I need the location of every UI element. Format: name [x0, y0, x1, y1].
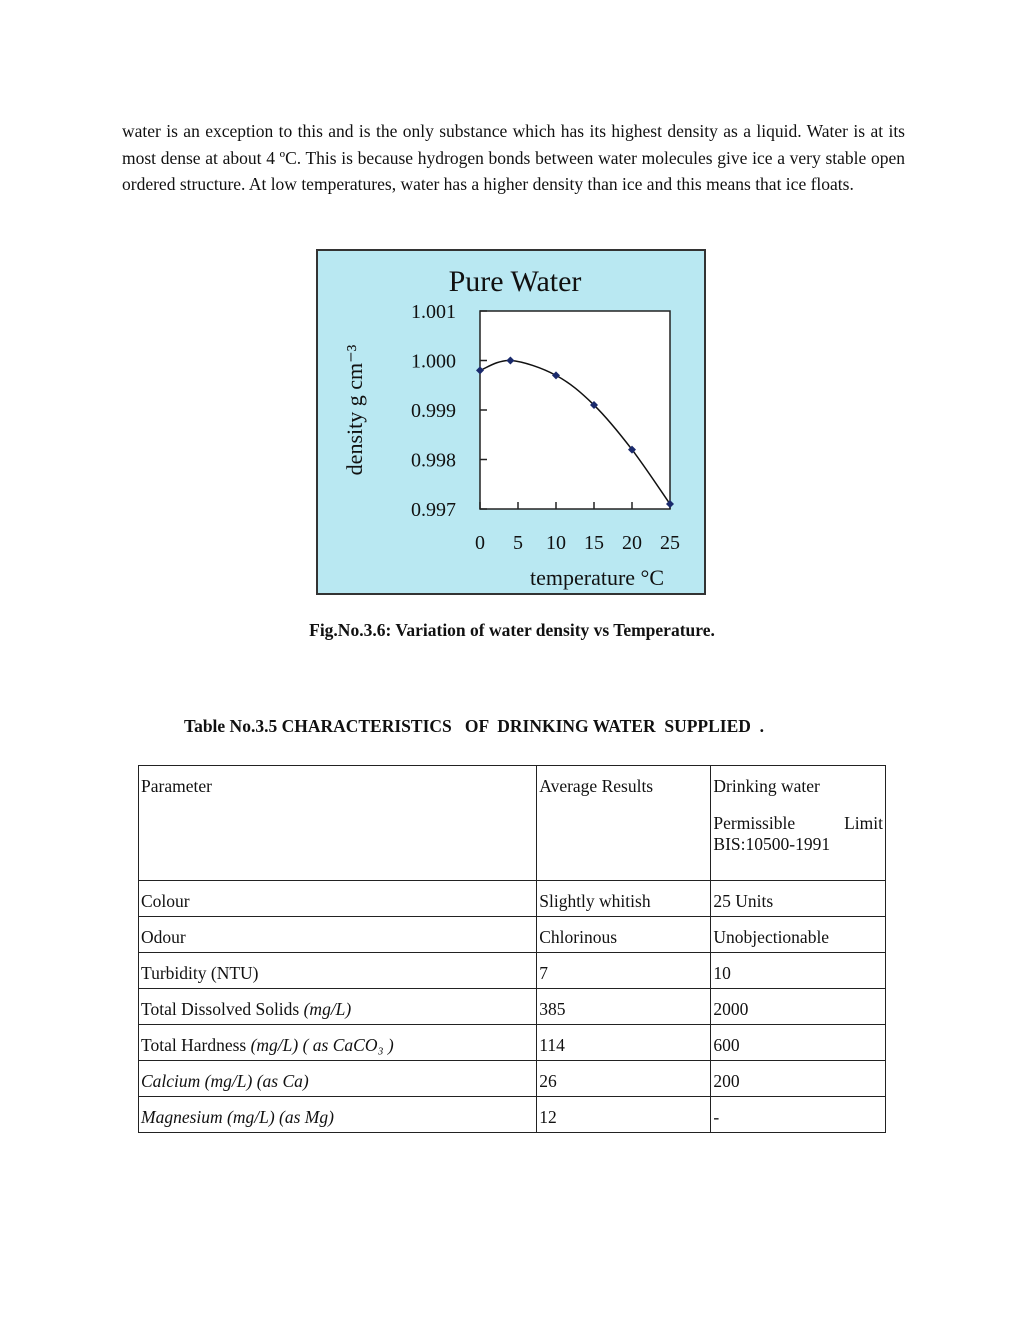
row-limit: 2000: [711, 989, 886, 1025]
row-param: Calcium (mg/L) (as Ca): [139, 1061, 537, 1097]
header-average: Average Results: [537, 766, 711, 881]
header-limit-permissible: Permissible: [713, 813, 796, 833]
density-chart: [316, 249, 706, 595]
row-param: Odour: [139, 917, 537, 953]
plot-area: [480, 311, 670, 509]
row-param: [139, 1025, 537, 1061]
y-tick-label: 1.001: [411, 301, 456, 323]
chart-svg: [318, 251, 704, 593]
row-avg: Slightly whitish: [537, 881, 711, 917]
y-tick-label: 0.997: [411, 499, 456, 521]
row-param-unit: (mg/L): [303, 999, 352, 1019]
header-limit-line3: BIS:10500-1991: [713, 834, 831, 854]
row-avg: 26: [537, 1061, 711, 1097]
x-tick-label: 5: [513, 532, 523, 554]
table-row: [139, 1061, 886, 1097]
row-param-text: Total Dissolved Solids: [141, 999, 304, 1019]
header-parameter: Parameter: [139, 766, 537, 881]
header-limit-limit: Limit: [844, 813, 883, 833]
y-tick-label: 1.000: [411, 350, 456, 373]
table-row: [139, 881, 886, 917]
y-axis-label: density g cm⁻³: [342, 344, 367, 476]
row-param: Turbidity (NTU): [139, 953, 537, 989]
header-limit: [711, 766, 886, 881]
table-title: Table No.3.5 CHARACTERISTICS OF DRINKING WATER SUPPLIED .: [184, 716, 765, 736]
row-param-unit: (mg/L) ( as CaCO₃ ): [250, 1035, 394, 1055]
row-limit: 200: [711, 1061, 886, 1097]
x-tick-label: 25: [660, 532, 680, 554]
x-tick-label: 15: [584, 532, 604, 554]
row-avg: 114: [537, 1025, 711, 1061]
row-avg: 12: [537, 1097, 711, 1133]
row-limit: Unobjectionable: [711, 917, 886, 953]
x-tick-label: 10: [546, 532, 566, 554]
table-row: [139, 989, 886, 1025]
y-tick-label: 0.998: [411, 449, 456, 472]
body-paragraph: water is an exception to this and is the only substance which has its highest density as a liquid. Water is at its most dense at about 4 ºC. This is because hydrogen bonds between water molecules give ice a very stable open ordered structure. At low temperatures, water has a higher density than ice and this means that ice floats.: [122, 121, 905, 194]
x-tick-label: 0: [475, 532, 485, 554]
row-avg: 7: [537, 953, 711, 989]
row-avg: 385: [537, 989, 711, 1025]
row-param: Colour: [139, 881, 537, 917]
water-characteristics-table: [138, 765, 886, 1133]
row-param: [139, 989, 537, 1025]
header-limit-line2: [713, 813, 883, 834]
row-limit: -: [711, 1097, 886, 1133]
row-limit: 10: [711, 953, 886, 989]
chart-title: Pure Water: [448, 265, 582, 298]
row-limit: 25 Units: [711, 881, 886, 917]
y-tick-label: 0.999: [411, 400, 456, 422]
header-limit-line1: Drinking water: [713, 776, 820, 796]
table-row: [139, 953, 886, 989]
x-tick-label: 20: [622, 532, 642, 554]
row-avg: Chlorinous: [537, 917, 711, 953]
x-axis-label: temperature °C: [529, 565, 665, 590]
figure-caption: Fig.No.3.6: Variation of water density vs Temperature.: [309, 620, 715, 640]
row-param: Magnesium (mg/L) (as Mg): [139, 1097, 537, 1133]
table-row: [139, 917, 886, 953]
table-row: [139, 1025, 886, 1061]
table-row: [139, 1097, 886, 1133]
table-header-row: [139, 766, 886, 881]
row-param-text: Total Hardness: [141, 1035, 251, 1055]
row-limit: 600: [711, 1025, 886, 1061]
